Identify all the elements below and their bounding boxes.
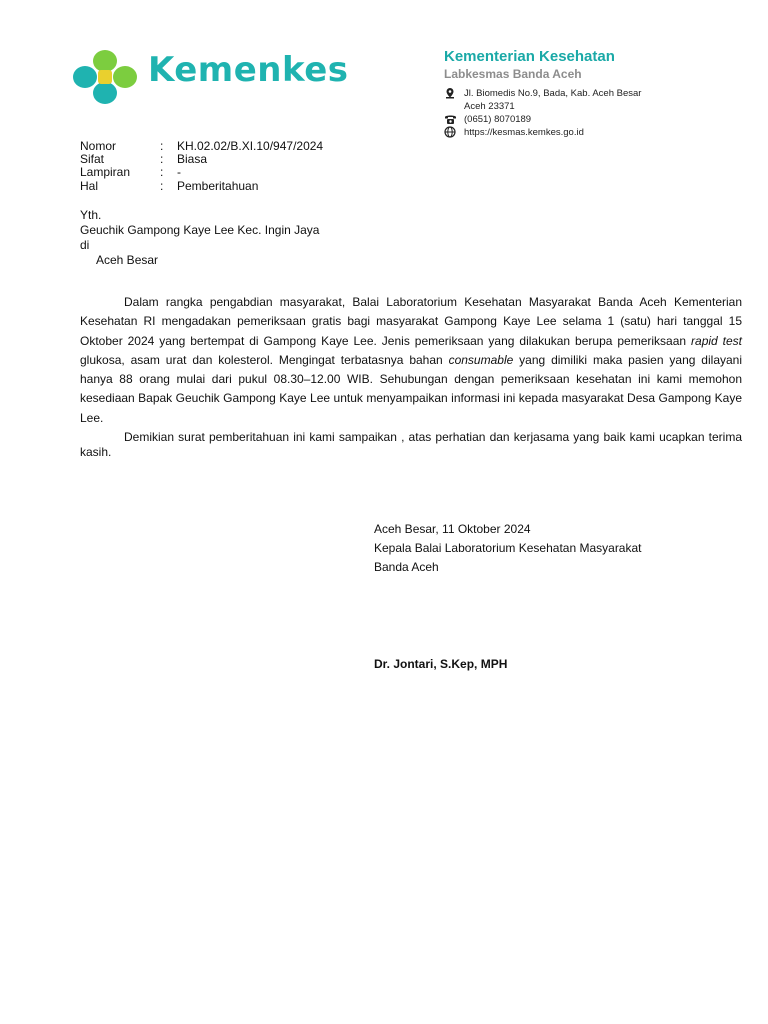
location-pin-icon (444, 87, 458, 99)
nomor-value: KH.02.02/B.XI.10/947/2024 (177, 139, 324, 153)
body-text-segment: glukosa, asam urat dan kolesterol. Mengingat terbatasnya bahan (80, 352, 449, 367)
separator: : (160, 152, 164, 167)
body-italic-term: consumable (448, 352, 514, 367)
nomor-label: Nomor (80, 139, 117, 153)
agency-name: Kementerian Kesehatan (444, 48, 615, 65)
letter-body (80, 293, 742, 460)
logo-wordmark: Kemenkes (148, 50, 349, 90)
signature-block (374, 520, 642, 577)
salutation: Yth. (80, 208, 102, 222)
contact-block (444, 87, 744, 139)
recipient-di: di (80, 238, 90, 252)
lampiran-label: Lampiran (80, 165, 131, 180)
kemenkes-emblem-icon (72, 48, 138, 106)
ref-row-lampiran (80, 166, 323, 179)
phone-number: (0651) 8070189 (464, 114, 532, 125)
kemenkes-logo (72, 48, 362, 106)
signer-name: Dr. Jontari, S.Kep, MPH (374, 657, 508, 671)
separator: : (160, 178, 164, 193)
sifat-label: Sifat (80, 152, 105, 167)
sifat-value: Biasa (177, 152, 208, 167)
body-text-segment: yang dimiliki maka pasien yang dilayani hanya 88 orang mulai dari pukul 08.30–12.00 WIB. Sehubungan dengan pemeriksaan kesehatan ini kami memohon kesediaan Bapak Geuchik Gampong Kaye Lee untuk menyampaikan informasi ini kepada masyarakat Desa Gampong Kaye Lee. (80, 352, 743, 425)
body-text-segment: Dalam rangka pengabdian masyarakat, Balai Laboratorium Kesehatan Masyarakat Banda Aceh Kementerian Kesehatan RI mengadakan pemeriksaan gratis bagi masyarakat Gampong Kaye Lee selama 1 (satu) hari tanggal 15 Oktober 2024 yang bertempat di Gampong Kaye Lee. Jenis pemeriksaan yang dilakukan berupa pemeriksaan (80, 295, 742, 348)
globe-icon (444, 126, 458, 138)
website-link[interactable]: https://kesmas.kemkes.go.id (464, 127, 584, 138)
closing-paragraph: Demikian surat pemberitahuan ini kami sampaikan , atas perhatian dan kerjasama yang baik kami ucapkan terima kasih. (80, 430, 742, 460)
reference-block (80, 140, 323, 193)
body-paragraph (80, 293, 742, 428)
recipient-place: Aceh Besar (96, 253, 159, 267)
signer-position: Kepala Balai Laboratorium Kesehatan Masyarakat (374, 541, 642, 555)
address-line1: Jl. Biomedis No.9, Bada, Kab. Aceh Besar (464, 88, 642, 99)
signer-city: Banda Aceh (374, 560, 439, 574)
agency-header (444, 48, 744, 139)
agency-subname: Labkesmas Banda Aceh (444, 67, 582, 81)
recipient-name: Geuchik Gampong Kaye Lee Kec. Ingin Jaya (80, 223, 320, 237)
address-row (444, 87, 744, 100)
hal-label: Hal (80, 178, 99, 193)
separator: : (160, 139, 164, 153)
recipient-block (80, 208, 319, 268)
address-line2: Aceh 23371 (464, 101, 515, 112)
place-date: Aceh Besar, 11 Oktober 2024 (374, 522, 531, 536)
phone-row (444, 113, 744, 126)
phone-icon (444, 113, 458, 125)
lampiran-value: - (177, 165, 181, 180)
separator: : (160, 165, 164, 180)
hal-value: Pemberitahuan (177, 178, 259, 193)
body-italic-term: rapid test (691, 333, 743, 348)
website-row (444, 126, 744, 139)
ref-row-hal (80, 180, 323, 193)
